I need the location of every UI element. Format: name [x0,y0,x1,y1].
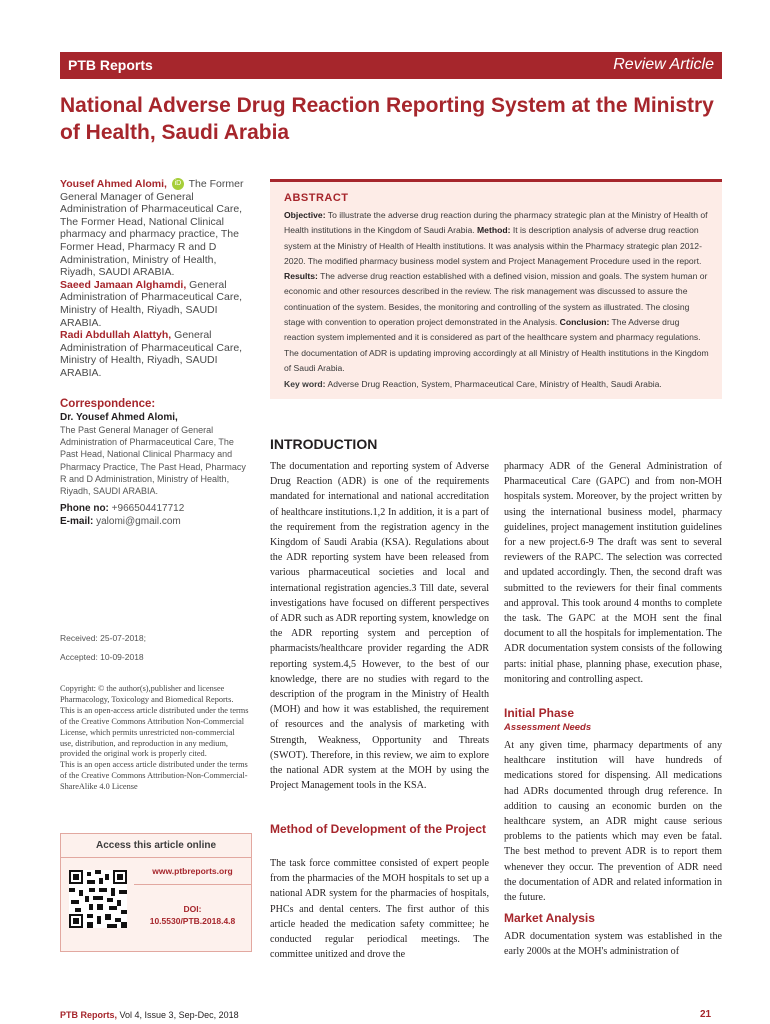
assessment-paragraph: At any given time, pharmacy departments of any healthcare institution will have hundreds of medications stored for dispensing. All medications had ADRs documented through drug reference. In addition to causing an economic burden on the healthcare system, an ADR might cause serious problems to the patients which may even be fatal. The best method to prevent ADR is to report them whenever they occur. The prevention of ADR need the documentation of ADR and related information in the future. [504,740,722,904]
author-name[interactable]: Yousef Ahmed Alomi, [60,178,167,190]
footer-journal: PTB Reports, [60,1010,118,1020]
keywords-line [284,379,712,389]
method-text: It is description analysis of adverse drug reaction system at the Ministry of Health of Health institutions. It was analysis within the Pharmacy strategic plan 2012-2020. The modified pharmacy business model system and Project Management Procedure used in the report. [284,225,702,266]
author-entry [60,329,250,379]
header-bar [60,52,722,79]
orcid-icon[interactable]: iD [172,178,184,190]
assessment-needs-heading: Assessment Needs [504,722,592,733]
copyright-notice [60,684,250,793]
method-label: Method: [477,225,511,236]
author-list [60,178,250,380]
author-affiliation: General Administration of Pharmaceutical Care, Ministry of Health, Riyadh, SAUDI ARABIA. [60,278,243,329]
introduction-heading: INTRODUCTION [270,436,378,452]
phone-line [60,503,184,514]
phone-number[interactable]: +966504417712 [111,503,185,514]
method-paragraph: The task force committee consisted of expert people from the pharmacies of the MOH hospitals to set up a national ADR system for the pharmacies of hospitals, PHCs and dental centers. The first author of this article headed the medication safety committee; he conducted regular periodical meetings. The committee unitized and drove the [270,858,489,961]
footer-citation [60,1010,239,1020]
journal-name: PTB Reports [68,57,153,73]
keywords-text: Adverse Drug Reaction, System, Pharmaceutical Care, Ministry of Health, Saudi Arabia. [327,379,662,389]
copyright-text: Copyright: © the author(s),publisher and licensee Pharmacology, Toxicology and Biomedical Reports. This is an open-access article distributed under the terms of the Creative Commons Attribution Non-Commercial License, which permits unrestricted non-commercial use, distribution, and reproduction in any medium, provided the original work is properly cited. [60,684,249,759]
correspondence-heading: Correspondence: [60,398,156,410]
author-affiliation: General Administration of Pharmaceutical Care, Ministry of Health, Riyadh, SAUDI ARABIA. [60,329,243,379]
column2-paragraph: pharmacy ADR of the General Administration of Pharmaceutical Care (GAPC) and from non-MOH hospitals system. Moreover, by the project written by using the international business model, pharmacy guidelines, project management institution guidelines for a new project.6-9 The draft was sent to several reviewers of the RAPC. The selection was corrected and updated accordingly. Then, the second draft was submitted to the reviewers for their final comments and approval. This took around 4 months to complete the task. The GAPC at the MOH sent the final document to all the hospitals for implementation. The ADR documentation system consists of the following parts: initial phase, planning phase, execution phase, monitoring and controlling aspect. [504,461,722,685]
doi-label: DOI: [183,904,202,914]
abstract-heading: ABSTRACT [284,192,349,204]
correspondence-details: The Past General Manager of General Administration of Pharmaceutical Care, The Past Head, National Clinical Pharmacy and Pharmacy Practice, The Past Head, Pharmacy R and D Administration, Ministry of Health, Riyadh, SAUDI ARABIA. [60,425,246,497]
author-affiliation: The Former General Manager of General Administration of Pharmaceutical Care, The Former Head, National Clinical pharmacy and pharmacy practice, The Former Head, Pharmacy R and D Administration, Ministry of Health, Riyadh, SAUDI ARABIA. [60,178,244,279]
journal-url-link[interactable]: www.ptbreports.org [152,866,233,876]
results-label: Results: [284,271,318,282]
access-heading: Access this article online [61,834,251,858]
footer-issue: Vol 4, Issue 3, Sep-Dec, 2018 [119,1010,239,1020]
correspondence-name: Dr. Yousef Ahmed Alomi, [60,412,178,423]
initial-phase-heading: Initial Phase [504,706,575,720]
email-line [60,516,181,527]
results-text: The adverse drug reaction established with a defined vision, mission and goals. The system human or economic and other resources described in the review. The risk management was discussed to assure the continuation of the system. Besides, the monitoring and controlling of the system as illustrated. The closing stage with convention to operation project demonstrated in the Analysis. [284,271,708,328]
license-text: This is an open access article distributed under the terms of the Creative Commons Attribution-Non-Commercial-ShareAlike 4.0 License [60,760,248,792]
page-number: 21 [700,1009,712,1020]
market-analysis-heading: Market Analysis [504,911,595,925]
received-date: Received: 25-07-2018; [60,633,147,643]
author-entry [60,178,250,279]
objective-text: To illustrate the adverse drug reaction during the pharmacy strategic plan at the Ministry of Health of Health institutions in the Kingdom of Saudi Arabia. [284,210,708,236]
access-article-box [60,833,252,952]
author-entry [60,279,250,329]
abstract-box [270,179,722,399]
introduction-paragraph: The documentation and reporting system of Adverse Drug Reaction (ADR) is one of the requirements mandated for international and national accreditation of healthcare institutions.1,2 In addition, it is a part of the requirement from the registration agency in the Kingdom of Saudi Arabia (KSA). Regulations about the ADR reporting system have been released from various pharmaceutical societies and local and international registration agencies.3 Till date, several investigations have focused on different perspectives of ADR such as ADR reporting system, knowledge on the ADR reporting system and perception of pharmacists/healthcare provider regarding the ADR reporting system.4,5 However, to the best of our knowledge, there are no studies with regard to the description of the program in the Ministry of Health (MOH) and how it was established, the requirement of resources and the analysis of marketing with Strength, Weakness, Opportunity and Threats (SWOT). Therefore, in this review, we aim to explore the national ADR system at the MOH by using the Project Management tools in the KSA. [270,461,489,792]
conclusion-text: The Adverse drug reaction system implemented and it is considered as part of the healthcare system and pharmacy regulations. The documentation of ADR is updating improving accordingly at all Ministry of Health institutions in the Kingdom of Saudi Arabia. [284,317,709,373]
article-title: National Adverse Drug Reaction Reporting System at the Ministry of Health, Saudi Arabia [60,94,714,144]
phone-label: Phone no: [60,503,109,514]
access-divider [134,884,251,885]
keyword-label: Key word: [284,379,326,389]
article-type: Review Article [613,56,714,73]
author-name[interactable]: Radi Abdullah Alattyh, [60,329,172,342]
market-paragraph: ADR documentation system was established in the early 2000s at the MOH's administration of [504,931,722,958]
conclusion-label: Conclusion: [559,317,610,328]
qr-code-icon[interactable] [69,870,127,928]
email-address[interactable]: yalomi@gmail.com [96,516,181,527]
abstract-text [284,208,712,376]
objective-label: Objective: [284,210,326,220]
method-heading: Method of Development of the Project [270,822,487,836]
author-name[interactable]: Saeed Jamaan Alghamdi, [60,278,187,291]
doi-link[interactable]: 10.5530/PTB.2018.4.8 [149,916,236,926]
accepted-date: Accepted: 10-09-2018 [60,652,144,662]
email-label: E-mail: [60,516,94,527]
